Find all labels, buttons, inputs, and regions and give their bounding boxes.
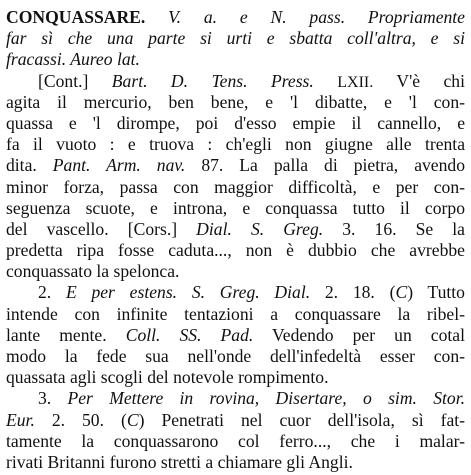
entry-line-6 [6,113,465,134]
entry-line-13 [6,261,465,282]
quote-text: Vedendo per un cotal [253,324,465,345]
citation-tag: [Cont.] [38,70,112,91]
citation-marker: C [395,282,408,303]
entry-line-17 [6,346,465,367]
quote-text: minor forza, passa con maggior difficoltà, e per con- [6,176,465,197]
quote-text: predetta ripa fosse caduta..., non è dubbio che avrebbe [6,240,465,261]
citation-source: Coll. SS. Pad. [125,324,254,345]
spacer-text [314,71,337,91]
citation-number: 2. 18. ( [310,282,396,303]
quote-text: ) Penetrati nel cuor dell'isola, sì fat- [138,409,465,430]
quote-text: dita. [6,155,53,176]
grammar-definition: V. a. e N. pass. Propriamente [145,7,465,27]
quote-text: ) Tutto [407,282,465,303]
entry-line-9 [6,177,465,198]
sense-definition: Per Mettere in rovina, Disertare, o sim. Stor. [67,388,465,409]
entry-line-20 [6,410,465,431]
quote-text: agita il mercurio, ben bene, e 'l dibatte, e 'l con- [6,91,465,112]
entry-line-11 [6,219,465,240]
quote-text: fa il vuoto : e truova : ch'egli non giugne alle trenta [6,134,465,155]
entry-line-8 [6,155,465,176]
quote-text: del vascello. [Cors.] [6,218,197,239]
entry-line-4 [6,71,465,92]
entry-line-10 [6,198,465,219]
quote-text: modo la fede sua nell'onde dell'infedeltà esser con- [6,346,465,366]
citation-source: Pant. Arm. nav. [52,155,186,176]
entry-line-22 [6,452,465,473]
quote-text: tamente la conquassarono col ferro..., che i malar- [6,430,465,451]
definition-text: fracassi. Aureo lat. [6,49,140,70]
entry-line-16 [6,325,465,346]
citation-marker: C [126,409,139,430]
quote-text: seguenza scuote, e introna, e conquassa tutto il corpo [6,197,465,218]
definition-text: far sì che una parte si urti e sbatta coll'altra, e si [6,28,465,49]
entry-line-14 [6,282,465,303]
quote-text: V'è chi [373,70,465,91]
quote-text: lante mente. [6,324,126,345]
entry-line-21 [6,431,465,452]
headword: CONQUASSARE. [6,7,146,27]
quote-text: quassa e 'l dirompe, poi d'esso empie il cannello, e [6,112,465,133]
entry-line-5 [6,92,465,113]
quote-text: 3. 16. Se la [323,218,465,239]
sense-number: 3. [38,388,68,409]
citation-source: Dial. S. Greg. [196,218,324,239]
entry-line-15 [6,304,465,325]
quote-text: conquassato la spelonca. [6,261,180,282]
quote-text: quassata agli scogli del notevole rompimento. [6,367,329,388]
quote-text: 87. La palla di pietra, avendo [185,155,465,176]
entry-line-7 [6,134,465,155]
sense-number: 2. [38,282,66,303]
entry-line-3 [6,49,465,70]
quote-text: intende con infinite tentazioni a conquassare la ribel- [6,303,465,324]
quote-text: rivati Britanni furono stretti a chiamare gli Angli. [6,451,353,472]
citation-number: LXII. [337,73,374,91]
citation-source: Bart. D. Tens. Press. [111,70,314,91]
entry-line-19 [6,388,465,409]
citation-source: E per estens. S. Greg. Dial. [65,282,311,303]
entry-line-18 [6,367,465,388]
entry-line-2 [6,28,465,49]
citation-number: 2. 50. ( [34,409,127,430]
entry-line-1 [6,7,465,28]
entry-line-12 [6,240,465,261]
citation-source: Eur. [6,409,35,430]
